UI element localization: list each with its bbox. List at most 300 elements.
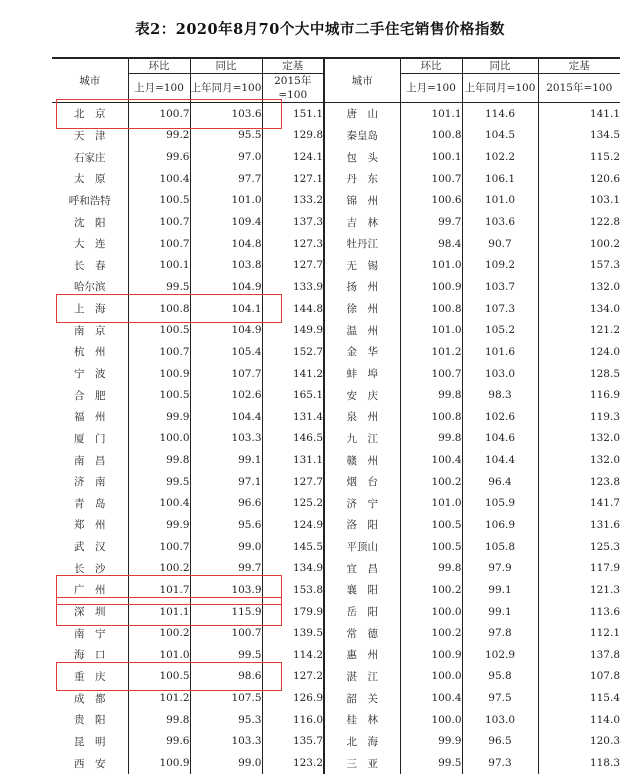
city-cell [52,471,128,493]
yoy-cell: 107.7 [190,363,262,385]
base-cell: 137.8 [538,644,620,666]
yoy-cell: 96.5 [462,731,538,753]
table-row [52,384,620,406]
mom-cell: 101.2 [128,687,190,709]
city-cell [52,493,128,515]
city-cell-text: 扬 州 [346,281,378,294]
city-cell [324,644,400,666]
city-cell [52,536,128,558]
city-cell [324,536,400,558]
yoy-cell: 104.1 [190,298,262,320]
city-cell-text: 烟 台 [346,476,378,489]
base-cell: 131.4 [262,406,324,428]
mom-cell: 101.0 [128,644,190,666]
mom-cell: 100.2 [400,471,462,493]
city-cell [52,168,128,190]
yoy-cell: 97.1 [190,471,262,493]
base-cell: 120.3 [538,731,620,753]
city-cell [324,709,400,731]
city-cell-text: 蚌 埠 [346,368,378,380]
table-row [52,168,620,190]
city-cell [324,622,400,644]
base-header-right: 定基 [538,58,620,74]
city-cell-text: 宜 昌 [346,562,378,575]
mom-cell: 99.8 [400,557,462,579]
base-cell: 127.7 [262,471,324,493]
table-row [52,341,620,363]
mom-cell: 100.0 [128,428,190,450]
city-cell [52,298,128,320]
yoy-cell: 104.6 [462,428,538,450]
base-cell: 116.0 [262,709,324,731]
city-cell [324,298,400,320]
city-cell [324,233,400,255]
city-cell-text: 韶 关 [346,692,378,705]
yoy-cell: 106.1 [462,168,538,190]
yoy-cell: 101.0 [462,190,538,212]
mom-cell: 99.8 [400,384,462,406]
city-cell [52,254,128,276]
city-cell-text: 天 津 [74,129,106,142]
base-cell: 127.7 [262,254,324,276]
city-cell-text: 济 宁 [346,497,378,510]
city-header-left: 城市 [52,58,128,103]
base-cell: 133.2 [262,190,324,212]
mom-cell: 100.7 [400,168,462,190]
city-cell [324,687,400,709]
base-cell: 117.9 [538,557,620,579]
mom-cell: 101.0 [400,493,462,515]
yoy-cell: 106.9 [462,514,538,536]
mom-cell: 100.8 [128,298,190,320]
city-cell-text: 成 都 [74,692,106,705]
base-cell: 126.9 [262,687,324,709]
mom-cell: 99.8 [128,449,190,471]
base-cell: 127.1 [262,168,324,190]
yoy-cell: 97.5 [462,687,538,709]
base-cell: 139.5 [262,622,324,644]
mom-cell: 100.9 [400,644,462,666]
mom-cell: 98.4 [400,233,462,255]
yoy-cell: 104.9 [190,319,262,341]
mom-cell: 100.5 [128,384,190,406]
city-cell-text: 惠 州 [346,649,378,662]
yoy-cell: 95.8 [462,666,538,688]
mom-cell: 100.5 [400,514,462,536]
base-cell: 152.7 [262,341,324,363]
city-cell [324,752,400,774]
mom-cell: 101.1 [400,103,462,125]
yoy-cell: 99.0 [190,752,262,774]
city-cell-text: 南 宁 [74,627,106,640]
mom-cell: 99.8 [128,709,190,731]
city-cell [324,384,400,406]
base-cell: 141.2 [262,363,324,385]
city-cell [52,752,128,774]
base-cell: 129.8 [262,125,324,147]
base-cell: 100.2 [538,233,620,255]
mom-cell: 101.1 [128,601,190,623]
yoy-header-left: 同比 [190,58,262,74]
city-cell [52,557,128,579]
yoy-header-right: 同比 [462,58,538,74]
table-row [52,190,620,212]
base-cell: 135.7 [262,731,324,753]
yoy-cell: 90.7 [462,233,538,255]
mom-cell: 100.8 [400,298,462,320]
base-cell: 134.9 [262,557,324,579]
mom-cell: 101.2 [400,341,462,363]
table-row [52,731,620,753]
base-sub-right: 2015年=100 [538,74,620,103]
yoy-cell: 103.0 [462,363,538,385]
mom-cell: 100.5 [128,319,190,341]
mom-cell: 100.0 [400,601,462,623]
table-row [52,752,620,774]
yoy-cell: 103.9 [190,579,262,601]
yoy-cell: 99.1 [190,449,262,471]
base-cell: 132.0 [538,428,620,450]
table-row [52,103,620,125]
city-cell-text: 重 庆 [74,670,106,683]
base-cell: 123.2 [262,752,324,774]
city-cell-text: 三 亚 [346,757,378,770]
city-cell [324,449,400,471]
base-cell: 179.9 [262,601,324,623]
table-row [52,644,620,666]
city-cell [324,601,400,623]
city-cell [324,666,400,688]
yoy-cell: 97.3 [462,752,538,774]
city-cell [52,211,128,233]
mom-cell: 100.2 [400,579,462,601]
city-cell-text: 桂 林 [346,714,378,727]
city-cell [324,125,400,147]
city-cell-text: 昆 明 [74,735,106,748]
base-cell: 121.2 [538,319,620,341]
yoy-cell: 104.5 [462,125,538,147]
mom-header-left: 环比 [128,58,190,74]
city-cell [52,363,128,385]
city-cell [52,666,128,688]
city-cell-text: 太 原 [74,173,106,186]
yoy-cell: 101.6 [462,341,538,363]
table-row [52,622,620,644]
table-row [52,601,620,623]
mom-cell: 100.9 [400,276,462,298]
table-row [52,709,620,731]
city-cell-text: 海 口 [74,649,106,662]
yoy-sub-right: 上年同月=100 [462,74,538,103]
mom-cell: 100.7 [128,536,190,558]
mom-cell: 101.0 [400,319,462,341]
base-cell: 115.2 [538,146,620,168]
city-cell [52,644,128,666]
city-cell-text: 牡丹江 [346,238,378,251]
table-row [52,146,620,168]
base-cell: 113.6 [538,601,620,623]
mom-cell: 100.5 [400,536,462,558]
city-cell-text: 金 华 [346,346,378,359]
yoy-cell: 105.8 [462,536,538,558]
city-cell [52,233,128,255]
yoy-cell: 103.3 [190,731,262,753]
city-cell [324,471,400,493]
yoy-cell: 102.6 [462,406,538,428]
city-cell-text: 贵 阳 [74,714,106,727]
yoy-cell: 103.0 [462,709,538,731]
base-cell: 153.8 [262,579,324,601]
city-cell-text: 哈尔滨 [74,281,106,294]
city-cell [52,687,128,709]
yoy-cell: 103.3 [190,428,262,450]
base-cell: 124.9 [262,514,324,536]
city-cell-text: 福 州 [74,411,106,424]
mom-cell: 100.4 [400,687,462,709]
base-cell: 120.6 [538,168,620,190]
city-cell [324,406,400,428]
mom-cell: 100.1 [128,254,190,276]
yoy-cell: 99.5 [190,644,262,666]
base-cell: 145.5 [262,536,324,558]
city-cell [324,211,400,233]
table-row [52,449,620,471]
city-cell [324,731,400,753]
table-row [52,687,620,709]
table-row [52,471,620,493]
mom-cell: 100.8 [400,125,462,147]
mom-cell: 99.8 [400,428,462,450]
city-cell [324,363,400,385]
yoy-cell: 99.7 [190,557,262,579]
city-cell-text: 南 昌 [74,454,106,467]
table-row [52,406,620,428]
city-cell-text: 上 海 [74,303,106,316]
base-cell: 131.6 [538,514,620,536]
base-cell: 132.0 [538,449,620,471]
yoy-cell: 109.4 [190,211,262,233]
city-cell [324,146,400,168]
base-cell: 131.1 [262,449,324,471]
header-row-main [52,58,620,74]
city-cell-text: 广 州 [74,584,106,597]
mom-header-right: 环比 [400,58,462,74]
base-cell: 133.9 [262,276,324,298]
table-row [52,666,620,688]
base-cell: 125.2 [262,493,324,515]
base-cell: 125.3 [538,536,620,558]
city-cell-text: 秦皇岛 [346,129,378,142]
city-cell [324,579,400,601]
yoy-cell: 98.3 [462,384,538,406]
mom-cell: 100.9 [128,363,190,385]
table-title: 表2：2020年8月70个大中城市二手住宅销售价格指数 [135,21,505,38]
city-cell-text: 石家庄 [74,151,106,164]
city-cell [324,514,400,536]
mom-cell: 100.2 [128,557,190,579]
base-header-left: 定基 [262,58,324,74]
mom-cell: 100.4 [128,493,190,515]
yoy-cell: 97.9 [462,557,538,579]
city-cell [324,428,400,450]
yoy-cell: 100.7 [190,622,262,644]
city-cell-text: 唐 山 [346,108,378,121]
mom-cell: 99.6 [128,731,190,753]
yoy-cell: 103.8 [190,254,262,276]
city-cell-text: 洛 阳 [346,519,378,532]
mom-cell: 100.5 [128,666,190,688]
base-cell: 149.9 [262,319,324,341]
city-cell-text: 九 江 [346,432,378,445]
mom-cell: 100.2 [400,622,462,644]
city-cell [324,254,400,276]
yoy-cell: 99.1 [462,579,538,601]
city-cell-text: 长 沙 [74,562,106,575]
table-row [52,363,620,385]
mom-cell: 101.0 [400,254,462,276]
yoy-cell: 99.1 [462,601,538,623]
mom-cell: 99.9 [128,406,190,428]
city-cell [324,319,400,341]
mom-cell: 99.9 [400,731,462,753]
mom-cell: 101.7 [128,579,190,601]
mom-cell: 100.7 [128,233,190,255]
city-cell-text: 襄 阳 [346,584,378,597]
yoy-cell: 103.6 [462,211,538,233]
base-cell: 137.3 [262,211,324,233]
yoy-cell: 101.0 [190,190,262,212]
yoy-cell: 109.2 [462,254,538,276]
city-cell-text: 徐 州 [346,303,378,316]
city-cell [324,276,400,298]
base-cell: 165.1 [262,384,324,406]
yoy-cell: 115.9 [190,601,262,623]
yoy-cell: 95.5 [190,125,262,147]
city-cell-text: 安 庆 [346,389,378,402]
table-row [52,276,620,298]
city-cell [52,428,128,450]
yoy-cell: 105.4 [190,341,262,363]
city-cell [52,731,128,753]
yoy-cell: 107.5 [190,687,262,709]
mom-cell: 100.7 [400,363,462,385]
mom-cell: 100.4 [128,168,190,190]
city-cell [52,146,128,168]
city-cell [52,319,128,341]
table-row [52,298,620,320]
city-cell [324,341,400,363]
base-cell: 122.8 [538,211,620,233]
yoy-cell: 95.6 [190,514,262,536]
city-cell-text: 合 肥 [74,389,106,402]
table-row [52,211,620,233]
mom-cell: 100.4 [400,449,462,471]
yoy-cell: 104.9 [190,276,262,298]
city-cell [324,103,400,125]
city-cell [324,190,400,212]
city-cell [52,341,128,363]
table-row [52,514,620,536]
city-cell [52,384,128,406]
base-cell: 128.5 [538,363,620,385]
yoy-cell: 105.9 [462,493,538,515]
base-cell: 132.0 [538,276,620,298]
yoy-cell: 103.6 [190,103,262,125]
city-cell-text: 温 州 [346,324,378,337]
base-cell: 103.1 [538,190,620,212]
mom-cell: 99.5 [128,276,190,298]
yoy-cell: 96.4 [462,471,538,493]
city-cell [52,190,128,212]
yoy-cell: 97.0 [190,146,262,168]
mom-cell: 100.6 [400,190,462,212]
yoy-cell: 99.0 [190,536,262,558]
city-cell-text: 岳 阳 [346,606,378,619]
city-cell-text: 湛 江 [346,670,378,683]
city-cell-text: 宁 波 [74,368,106,380]
city-cell-text: 南 京 [74,324,106,337]
city-cell [52,406,128,428]
city-cell [52,103,128,125]
city-cell-text: 西 安 [74,757,106,770]
city-cell-text: 青 岛 [74,497,106,510]
base-cell: 123.8 [538,471,620,493]
city-cell-text: 常 德 [346,627,378,640]
city-cell-text: 杭 州 [74,346,106,359]
table-row [52,579,620,601]
base-cell: 124.1 [262,146,324,168]
mom-cell: 100.5 [128,190,190,212]
table-row [52,536,620,558]
city-cell-text: 沈 阳 [74,216,106,229]
city-cell-text: 锦 州 [346,194,378,207]
city-cell [52,579,128,601]
base-cell: 107.8 [538,666,620,688]
mom-cell: 100.7 [128,211,190,233]
city-cell-text: 无 锡 [346,259,378,272]
city-cell [52,622,128,644]
mom-cell: 100.2 [128,622,190,644]
city-cell [324,168,400,190]
base-cell: 114.0 [538,709,620,731]
city-cell-text: 呼和浩特 [68,194,111,207]
yoy-sub-left: 上年同月=100 [190,74,262,103]
base-cell: 141.7 [538,493,620,515]
table-row [52,233,620,255]
base-cell: 157.3 [538,254,620,276]
yoy-cell: 103.7 [462,276,538,298]
base-cell: 127.2 [262,666,324,688]
city-cell [52,709,128,731]
mom-cell: 100.7 [128,341,190,363]
city-cell [52,276,128,298]
city-cell [52,514,128,536]
base-cell: 141.1 [538,103,620,125]
table-body [52,103,620,774]
mom-cell: 100.8 [400,406,462,428]
mom-cell: 99.7 [400,211,462,233]
base-cell: 115.4 [538,687,620,709]
city-cell-text: 深 圳 [74,606,106,619]
city-cell [52,125,128,147]
base-cell: 127.3 [262,233,324,255]
table-row [52,428,620,450]
table-row [52,557,620,579]
mom-cell: 100.0 [400,666,462,688]
mom-cell: 100.0 [400,709,462,731]
city-cell-text: 郑 州 [74,519,106,532]
table-row [52,254,620,276]
